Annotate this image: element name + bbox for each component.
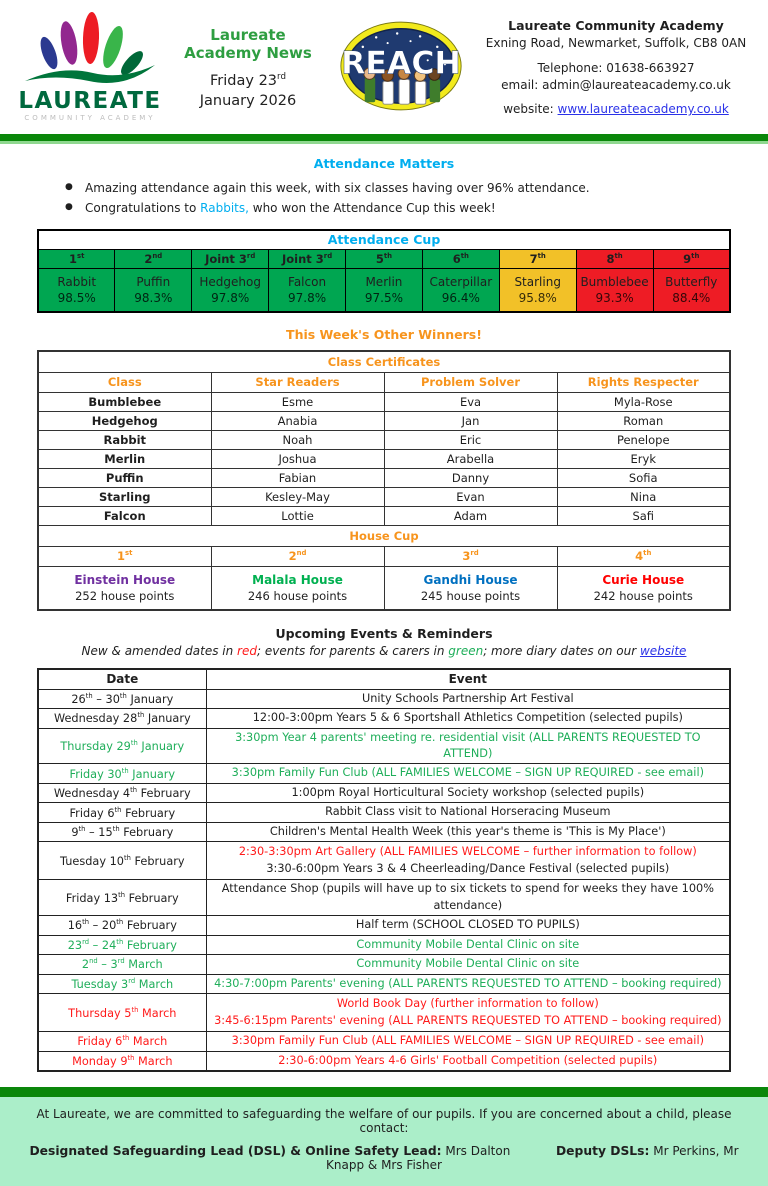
event-date: Friday 30th January <box>38 764 206 784</box>
event-date: 2nd – 3rd March <box>38 955 206 975</box>
footer-divider-bar <box>0 1087 768 1097</box>
website-label: website: <box>503 102 554 117</box>
event-cell: Half term (SCHOOL CLOSED TO PUPILS) <box>206 916 730 936</box>
cert-cell: Roman <box>557 411 730 430</box>
house-cup-title: House Cup <box>38 525 730 546</box>
class-attendance-cell: Caterpillar 96.4% <box>422 268 499 312</box>
class-attendance-cell: Merlin 97.5% <box>346 268 423 312</box>
cert-cell: Noah <box>211 430 384 449</box>
laureate-logo <box>16 7 164 129</box>
class-certificates-table <box>37 350 731 611</box>
green-word: green <box>448 644 484 658</box>
cert-cell: Jan <box>384 411 557 430</box>
table-row <box>38 411 730 430</box>
school-name: Laureate Community Academy <box>508 18 724 34</box>
event-date: 9th – 15th February <box>38 822 206 842</box>
position-cell: 9th <box>653 249 730 268</box>
event-cell: World Book Day (further information to follow) 3:45-6:15pm Parents' evening (ALL PARENTS REQUESTED TO ATTEND – booking required) <box>206 994 730 1032</box>
cert-header: Star Readers <box>211 372 384 392</box>
cert-cell: Penelope <box>557 430 730 449</box>
reach-logo-icon <box>338 18 464 114</box>
event-cell: 12:00-3:00pm Years 5 & 6 Sportshall Athletics Competition (selected pupils) <box>206 709 730 729</box>
cert-cell: Joshua <box>211 449 384 468</box>
position-cell: 8th <box>576 249 653 268</box>
event-date: Wednesday 4th February <box>38 783 206 803</box>
events-header-row <box>38 669 730 689</box>
events-title: Upcoming Events & Reminders <box>275 626 493 641</box>
cert-cell: Fabian <box>211 468 384 487</box>
safeguarding-statement: At Laureate, we are committed to safeguarding the welfare of our pupils. If you are concerned about a child, please contact: <box>36 1106 732 1135</box>
house-cell: Curie House 242 house points <box>557 566 730 610</box>
attendance-cup-position-row <box>38 249 730 268</box>
cert-class-cell: Rabbit <box>38 430 211 449</box>
cert-cell: Lottie <box>211 506 384 525</box>
house-cell: Einstein House 252 house points <box>38 566 211 610</box>
event-cell: 4:30-7:00pm Parents' evening (ALL PARENTS REQUESTED TO ATTEND – booking required) <box>206 974 730 994</box>
newsletter-date-line1: Friday 23rd <box>210 72 286 90</box>
cert-cell: Sofia <box>557 468 730 487</box>
event-cell: Attendance Shop (pupils will have up to six tickets to spend for weeks they have 100% attendance) <box>206 880 730 916</box>
cert-cell: Kesley-May <box>211 487 384 506</box>
newsletter-title-block <box>164 26 332 111</box>
svg-text:LAUREATE: LAUREATE <box>19 88 161 114</box>
cert-cell: Safi <box>557 506 730 525</box>
table-row <box>38 783 730 803</box>
attendance-matters-title: Attendance Matters <box>313 156 455 171</box>
class-attendance-cell: Butterfly 88.4% <box>653 268 730 312</box>
cert-cell: Esme <box>211 392 384 411</box>
position-cell: 5th <box>346 249 423 268</box>
laureate-logo-icon <box>19 7 161 125</box>
house-position: 4th <box>557 546 730 566</box>
event-date: Thursday 29th January <box>38 728 206 764</box>
attendance-bullet-2: ● Congratulations to Rabbits, who won the Attendance Cup this week! <box>65 201 731 215</box>
cert-cell: Nina <box>557 487 730 506</box>
attendance-bullets <box>65 181 731 215</box>
table-row <box>38 935 730 955</box>
cert-class-cell: Puffin <box>38 468 211 487</box>
deputy-dsl-names: Mr Perkins, Mr Knapp & Mrs Fisher <box>326 1143 739 1172</box>
cert-header: Rights Respecter <box>557 372 730 392</box>
cert-cell: Evan <box>384 487 557 506</box>
table-row <box>38 449 730 468</box>
table-row <box>38 468 730 487</box>
reach-logo <box>338 18 466 118</box>
table-row <box>38 916 730 936</box>
school-website-line <box>478 101 754 118</box>
cert-cell: Eva <box>384 392 557 411</box>
class-attendance-cell: Falcon 97.8% <box>269 268 346 312</box>
cert-class-cell: Hedgehog <box>38 411 211 430</box>
events-table <box>37 668 731 1072</box>
deputy-dsl-label: Deputy DSLs: <box>555 1143 650 1158</box>
event-date: Tuesday 10th February <box>38 842 206 880</box>
table-row <box>38 842 730 880</box>
table-row <box>38 822 730 842</box>
cert-cell: Myla-Rose <box>557 392 730 411</box>
safeguarding-contacts <box>12 1144 756 1172</box>
house-position: 2nd <box>211 546 384 566</box>
event-cell: 2:30-3:30pm Art Gallery (ALL FAMILIES WELCOME – further information to follow) 3:30-6:00pm Years 3 & 4 Cheerleading/Dance Festival (selected pupils) <box>206 842 730 880</box>
svg-text:REACH: REACH <box>341 45 461 82</box>
position-cell: 6th <box>422 249 499 268</box>
newsletter-title-line2: Academy News <box>184 44 312 63</box>
attendance-bullet-1: ● Amazing attendance again this week, with six classes having over 96% attendance. <box>65 181 731 195</box>
school-telephone: Telephone: 01638-663927 <box>537 60 695 75</box>
position-cell: 7th <box>499 249 576 268</box>
event-cell: Community Mobile Dental Clinic on site <box>206 935 730 955</box>
class-attendance-cell: Hedgehog 97.8% <box>192 268 269 312</box>
event-cell: Unity Schools Partnership Art Festival <box>206 689 730 709</box>
event-date: 16th – 20th February <box>38 916 206 936</box>
safeguarding-footer <box>0 1087 768 1186</box>
header-divider-bar <box>0 134 768 144</box>
house-cup-position-row <box>38 546 730 566</box>
cert-header: Problem Solver <box>384 372 557 392</box>
event-cell: 3:30pm Year 4 parents' meeting re. residential visit (ALL PARENTS REQUESTED TO ATTEND) <box>206 728 730 764</box>
class-attendance-cell: Bumblebee 93.3% <box>576 268 653 312</box>
position-cell: 1st <box>38 249 115 268</box>
table-row <box>38 506 730 525</box>
dsl-name: Mrs Dalton <box>445 1143 511 1158</box>
contact-block <box>472 17 754 119</box>
attendance-cup-class-row <box>38 268 730 312</box>
event-date: Thursday 5th March <box>38 994 206 1032</box>
position-cell: 2nd <box>115 249 192 268</box>
event-header: Event <box>206 669 730 689</box>
event-cell: Children's Mental Health Week (this year's theme is 'This is My Place') <box>206 822 730 842</box>
winning-class-highlight: Rabbits, <box>200 201 249 215</box>
school-address: Exning Road, Newmarket, Suffolk, CB8 0AN <box>485 36 747 51</box>
house-position: 1st <box>38 546 211 566</box>
dsl-label: Designated Safeguarding Lead (DSL) & Online Safety Lead: <box>29 1143 442 1158</box>
attendance-cup-title: Attendance Cup <box>38 230 730 249</box>
house-cup-results-row <box>38 566 730 610</box>
event-date: Tuesday 3rd March <box>38 974 206 994</box>
other-winners-title: This Week's Other Winners! <box>286 327 482 342</box>
event-cell: 2:30-6:00pm Years 4-6 Girls' Football Competition (selected pupils) <box>206 1051 730 1071</box>
event-date: Monday 9th March <box>38 1051 206 1071</box>
cert-cell: Arabella <box>384 449 557 468</box>
table-row <box>38 994 730 1032</box>
cert-cell: Eric <box>384 430 557 449</box>
event-date: Friday 6th March <box>38 1032 206 1052</box>
class-certificates-header-row <box>38 372 730 392</box>
table-row <box>38 803 730 823</box>
event-date: 26th – 30th January <box>38 689 206 709</box>
cert-cell: Danny <box>384 468 557 487</box>
class-attendance-cell: Starling 95.8% <box>499 268 576 312</box>
newsletter-title-line1: Laureate <box>210 25 286 44</box>
svg-text:COMMUNITY ACADEMY: COMMUNITY ACADEMY <box>24 114 156 122</box>
event-cell: 3:30pm Family Fun Club (ALL FAMILIES WELCOME – SIGN UP REQUIRED - see email) <box>206 1032 730 1052</box>
table-row <box>38 689 730 709</box>
cert-class-cell: Falcon <box>38 506 211 525</box>
house-cell: Gandhi House 245 house points <box>384 566 557 610</box>
cert-class-cell: Bumblebee <box>38 392 211 411</box>
cert-header: Class <box>38 372 211 392</box>
event-date: 23rd – 24th February <box>38 935 206 955</box>
table-row <box>38 709 730 729</box>
class-certificates-title: Class Certificates <box>38 351 730 372</box>
event-cell: Community Mobile Dental Clinic on site <box>206 955 730 975</box>
table-row <box>38 1032 730 1052</box>
class-attendance-cell: Rabbit 98.5% <box>38 268 115 312</box>
events-subtitle: New & amended dates in red; events for parents & carers in green; more diary dates on our website <box>81 644 687 658</box>
cert-cell: Anabia <box>211 411 384 430</box>
house-position: 3rd <box>384 546 557 566</box>
position-cell: Joint 3rd <box>192 249 269 268</box>
table-row <box>38 392 730 411</box>
table-row <box>38 764 730 784</box>
event-date: Wednesday 28th January <box>38 709 206 729</box>
table-row <box>38 430 730 449</box>
table-row <box>38 974 730 994</box>
diary-website-link[interactable]: website <box>639 644 687 658</box>
school-email: email: admin@laureateacademy.co.uk <box>501 78 731 93</box>
table-row <box>38 487 730 506</box>
position-cell: Joint 3rd <box>269 249 346 268</box>
red-word: red <box>237 644 257 658</box>
newsletter-date-line2: January 2026 <box>199 93 297 110</box>
cert-cell: Adam <box>384 506 557 525</box>
class-attendance-cell: Puffin 98.3% <box>115 268 192 312</box>
website-link[interactable]: www.laureateacademy.co.uk <box>557 102 729 117</box>
attendance-cup-table <box>37 229 731 313</box>
cert-cell: Eryk <box>557 449 730 468</box>
date-header: Date <box>38 669 206 689</box>
event-date: Friday 13th February <box>38 880 206 916</box>
cert-class-cell: Starling <box>38 487 211 506</box>
event-cell: 1:00pm Royal Horticultural Society workshop (selected pupils) <box>206 783 730 803</box>
table-row <box>38 880 730 916</box>
newsletter-header <box>0 0 768 134</box>
table-row <box>38 955 730 975</box>
cert-class-cell: Merlin <box>38 449 211 468</box>
event-cell: Rabbit Class visit to National Horseracing Museum <box>206 803 730 823</box>
event-date: Friday 6th February <box>38 803 206 823</box>
table-row <box>38 728 730 764</box>
event-cell: 3:30pm Family Fun Club (ALL FAMILIES WELCOME – SIGN UP REQUIRED - see email) <box>206 764 730 784</box>
house-cell: Malala House 246 house points <box>211 566 384 610</box>
table-row <box>38 1051 730 1071</box>
